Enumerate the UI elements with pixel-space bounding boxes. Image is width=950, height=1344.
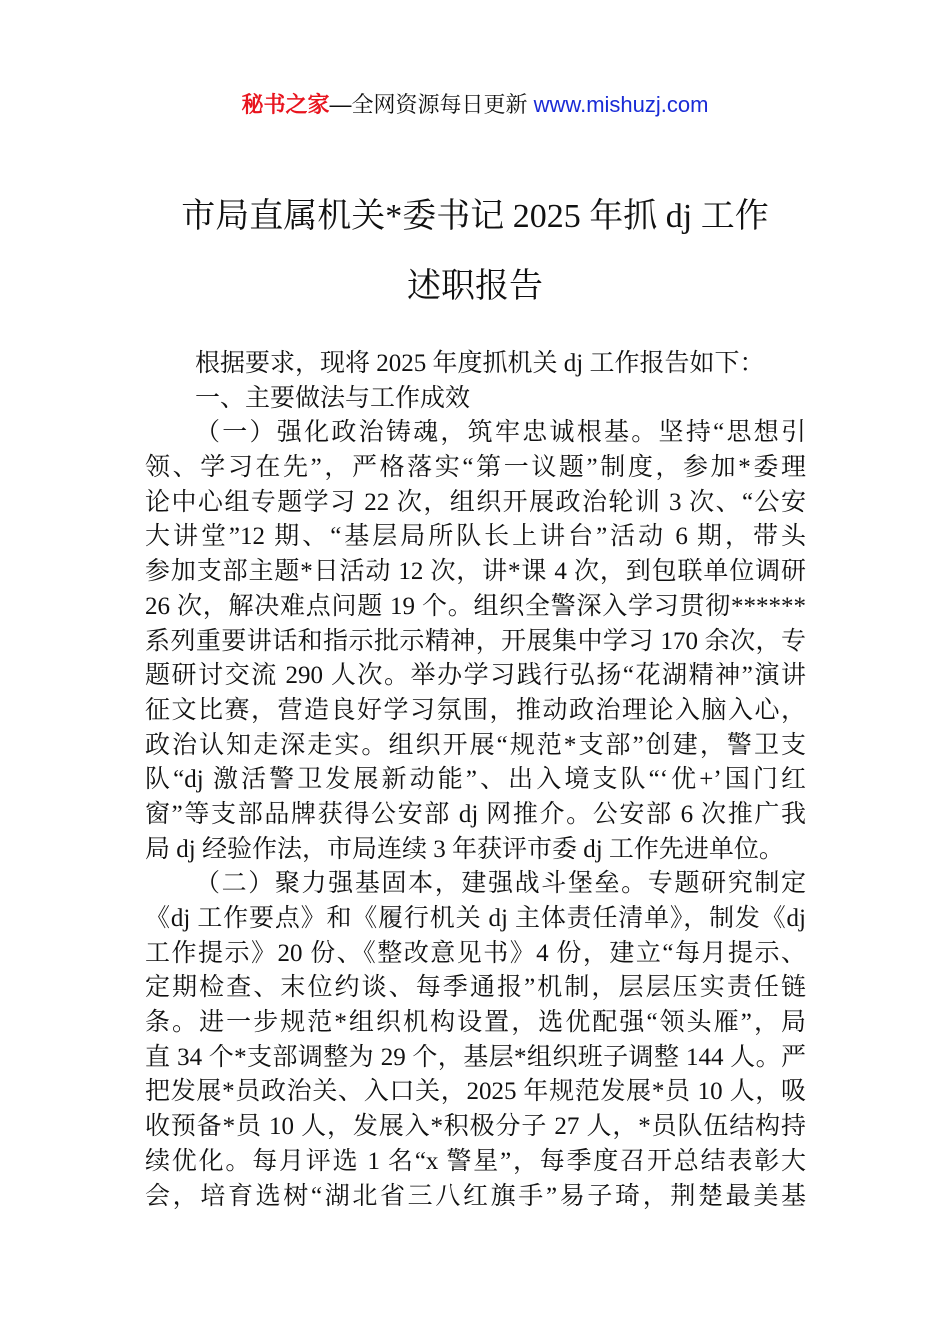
subsection-heading-line: （二）聚力强基固本，建强战斗堡垒。专题研究制定 (195, 870, 806, 898)
body-line: 题研讨交流 290 人次。举办学习践行弘扬“花湖精神”演讲 (145, 662, 806, 690)
body-line: 把发展*员政治关、入口关，2025 年规范发展*员 10 人，吸 (145, 1078, 806, 1106)
subsection-heading-line: （一）强化政治铸魂，筑牢忠诚根基。坚持“思想引 (195, 419, 806, 447)
body-line: 队“dj 激活警卫发展新动能”、出入境支队“‘优+’国门红 (145, 766, 806, 794)
body-line: 局 dj 经验作法，市局连续 3 年获评市委 dj 工作先进单位。 (145, 835, 784, 863)
body-line: 征文比赛，营造良好学习氛围，推动政治理论入脑入心， (145, 696, 806, 724)
body-line: 领、学习在先”，严格落实“第一议题”制度，参加*委理 (145, 454, 806, 482)
body-line: 直 34 个*支部调整为 29 个，基层*组织班子调整 144 人。严 (145, 1043, 806, 1071)
document-body (145, 347, 806, 1214)
body-line: 续优化。每月评选 1 名“x 警星”，每季度召开总结表彰大 (145, 1147, 806, 1175)
section-heading: 一、主要做法与工作成效 (195, 384, 471, 412)
site-url-link[interactable]: www.mishuzj.com (533, 92, 709, 117)
brand-name: 秘书之家 (241, 92, 330, 117)
site-header (0, 88, 950, 119)
document-title-line-1: 市局直属机关*委书记 2025 年抓 dj 工作 (181, 198, 769, 235)
body-line: 26 次，解决难点问题 19 个。组织全警深入学习贯彻****** (145, 592, 806, 620)
body-line: 条。进一步规范*组织机构设置，选优配强“领头雁”，局 (145, 1009, 806, 1037)
document-title-line-2: 述职报告 (407, 268, 543, 305)
body-line: 大讲堂”12 期、“基层局所队长上讲台”活动 6 期，带头 (145, 523, 806, 551)
body-line: 论中心组专题学习 22 次，组织开展政治轮训 3 次、“公安 (145, 488, 806, 516)
body-line: 参加支部主题*日活动 12 次，讲*课 4 次，到包联单位调研 (145, 558, 806, 586)
body-line: 收预备*员 10 人，发展入*积极分子 27 人，*员队伍结构持 (145, 1113, 806, 1141)
header-tagline: —全网资源每日更新 (329, 92, 534, 117)
body-line: 窗”等支部品牌获得公安部 dj 网推介。公安部 6 次推广我 (145, 800, 806, 828)
body-line: 定期检查、末位约谈、每季通报”机制，层层压实责任链 (145, 974, 806, 1002)
body-line: 会，培育选树“湖北省三八红旗手”易子琦，荆楚最美基 (145, 1182, 806, 1210)
body-line: 政治认知走深走实。组织开展“规范*支部”创建，警卫支 (145, 731, 806, 759)
body-line: 《dj 工作要点》和《履行机关 dj 主体责任清单》，制发《dj (145, 905, 806, 932)
body-line: 系列重要讲话和指示批示精神，开展集中学习 170 余次，专 (145, 627, 806, 655)
body-line: 根据要求，现将 2025 年度抓机关 dj 工作报告如下： (195, 350, 765, 377)
body-line: 工作提示》20 份、《整改意见书》4 份，建立“每月提示、 (145, 939, 806, 967)
